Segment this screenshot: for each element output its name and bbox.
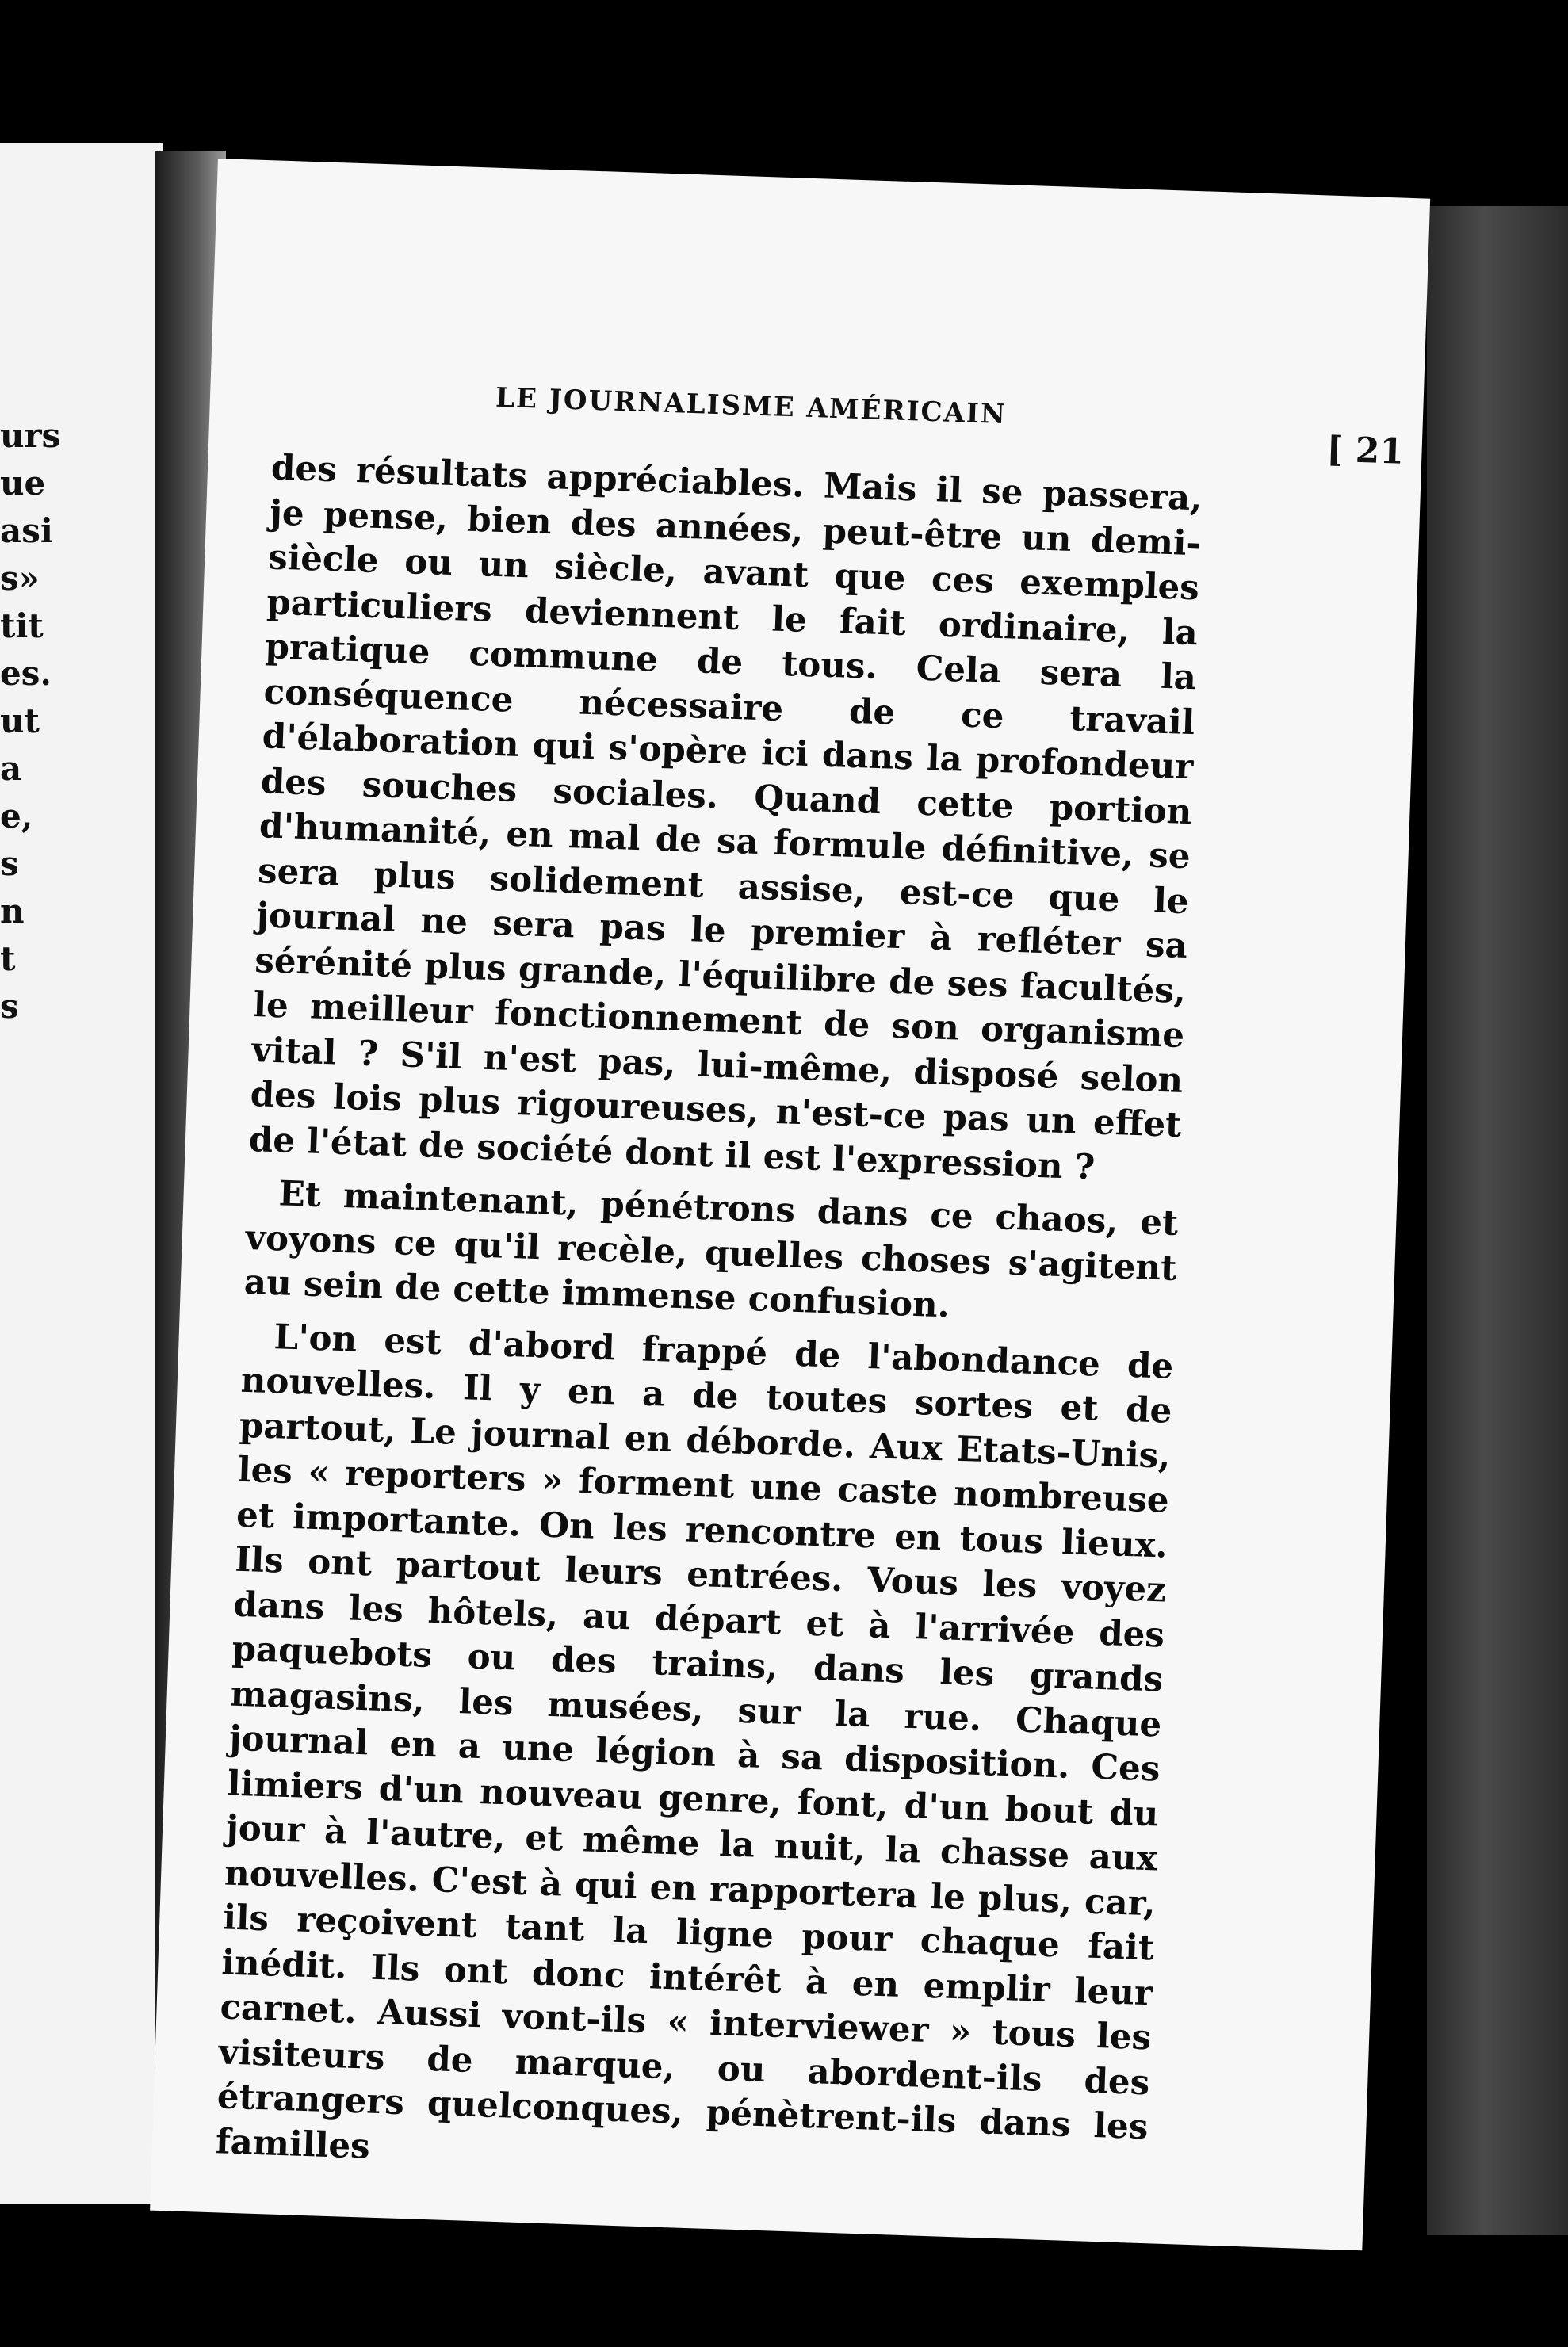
- line-ending: a: [0, 749, 22, 788]
- line-ending: t: [0, 939, 16, 978]
- page-edge-shadow: [1427, 206, 1568, 2235]
- previous-page-fragment: [0, 143, 163, 2204]
- line-ending: tit: [0, 606, 44, 645]
- line-ending: urs: [0, 416, 61, 455]
- page-number: [ 21: [1325, 429, 1405, 472]
- book-page: [150, 159, 1430, 2250]
- line-ending: s»: [0, 559, 40, 598]
- line-ending: e,: [0, 797, 33, 835]
- paragraph: L'on est d'abord frappé de l'abondance de nouvelles. Il y en a de toutes sortes et de partout, Le journal en déborde. Aux Etats-Unis, les « reporters » forment une caste nombreuse et importante. On les rencontre en tous lieux. Ils ont partout leurs entrées. Vous les voyez dans les hôtels, au départ et à l'arrivée des paquebots ou des trains, dans les grands magasins, les musées, sur la rue. Chaque journal en a une légion à sa disposition. Ces limiers d'un nouveau genre, font, d'un bout du jour à l'autre, et même la nuit, la chasse aux nouvelles. C'est à qui en rapportera le plus, car, ils reçoivent tant la ligne pour chaque fait inédit. Ils ont donc intérêt à en emplir leur carnet. Aussi vont-ils « interviewer » tous les visiteurs de marque, ou abordent-ils des étrangers quelconques, pénètrent-ils dans les familles: [215, 1316, 1174, 2167]
- paragraph: des résultats appréciables. Mais il se passera, je pense, bien des années, peut-être un demi-siècle ou un siècle, avant que ces exemples particuliers deviennent le fait ordinaire, la pratique commune de tous. Cela sera la conséquence nécessaire de ce travail d'élaboration qui s'opère ici dans la profondeur des souches sociales. Quand cette portion d'humanité, en mal de sa formule définitive, se sera plus solidement assise, est-ce que le journal ne sera pas le premier à refléter sa sérénité plus grande, l'équilibre de ses facultés, le meilleur fonctionnement de son organisme vital ? S'il n'est pas, lui-même, disposé selon des lois plus rigoureuses, n'est-ce pas un effet de l'état de société dont il est l'expression ?: [248, 447, 1203, 1187]
- line-ending: es.: [0, 654, 52, 693]
- line-ending: ut: [0, 701, 40, 740]
- body-text: [215, 445, 1203, 2204]
- paragraph: Et maintenant, pénétrons dans ce chaos, et voyons ce qu'il recèle, quelles choses s'agitent au sein de cette immense confusion.: [243, 1173, 1179, 1326]
- line-ending: s: [0, 987, 19, 1026]
- line-ending: ue: [0, 464, 46, 503]
- line-ending: asi: [0, 511, 53, 550]
- running-head: LE JOURNALISME AMÉRICAIN: [495, 381, 1008, 431]
- line-ending: n: [0, 892, 25, 931]
- line-ending: s: [0, 844, 19, 883]
